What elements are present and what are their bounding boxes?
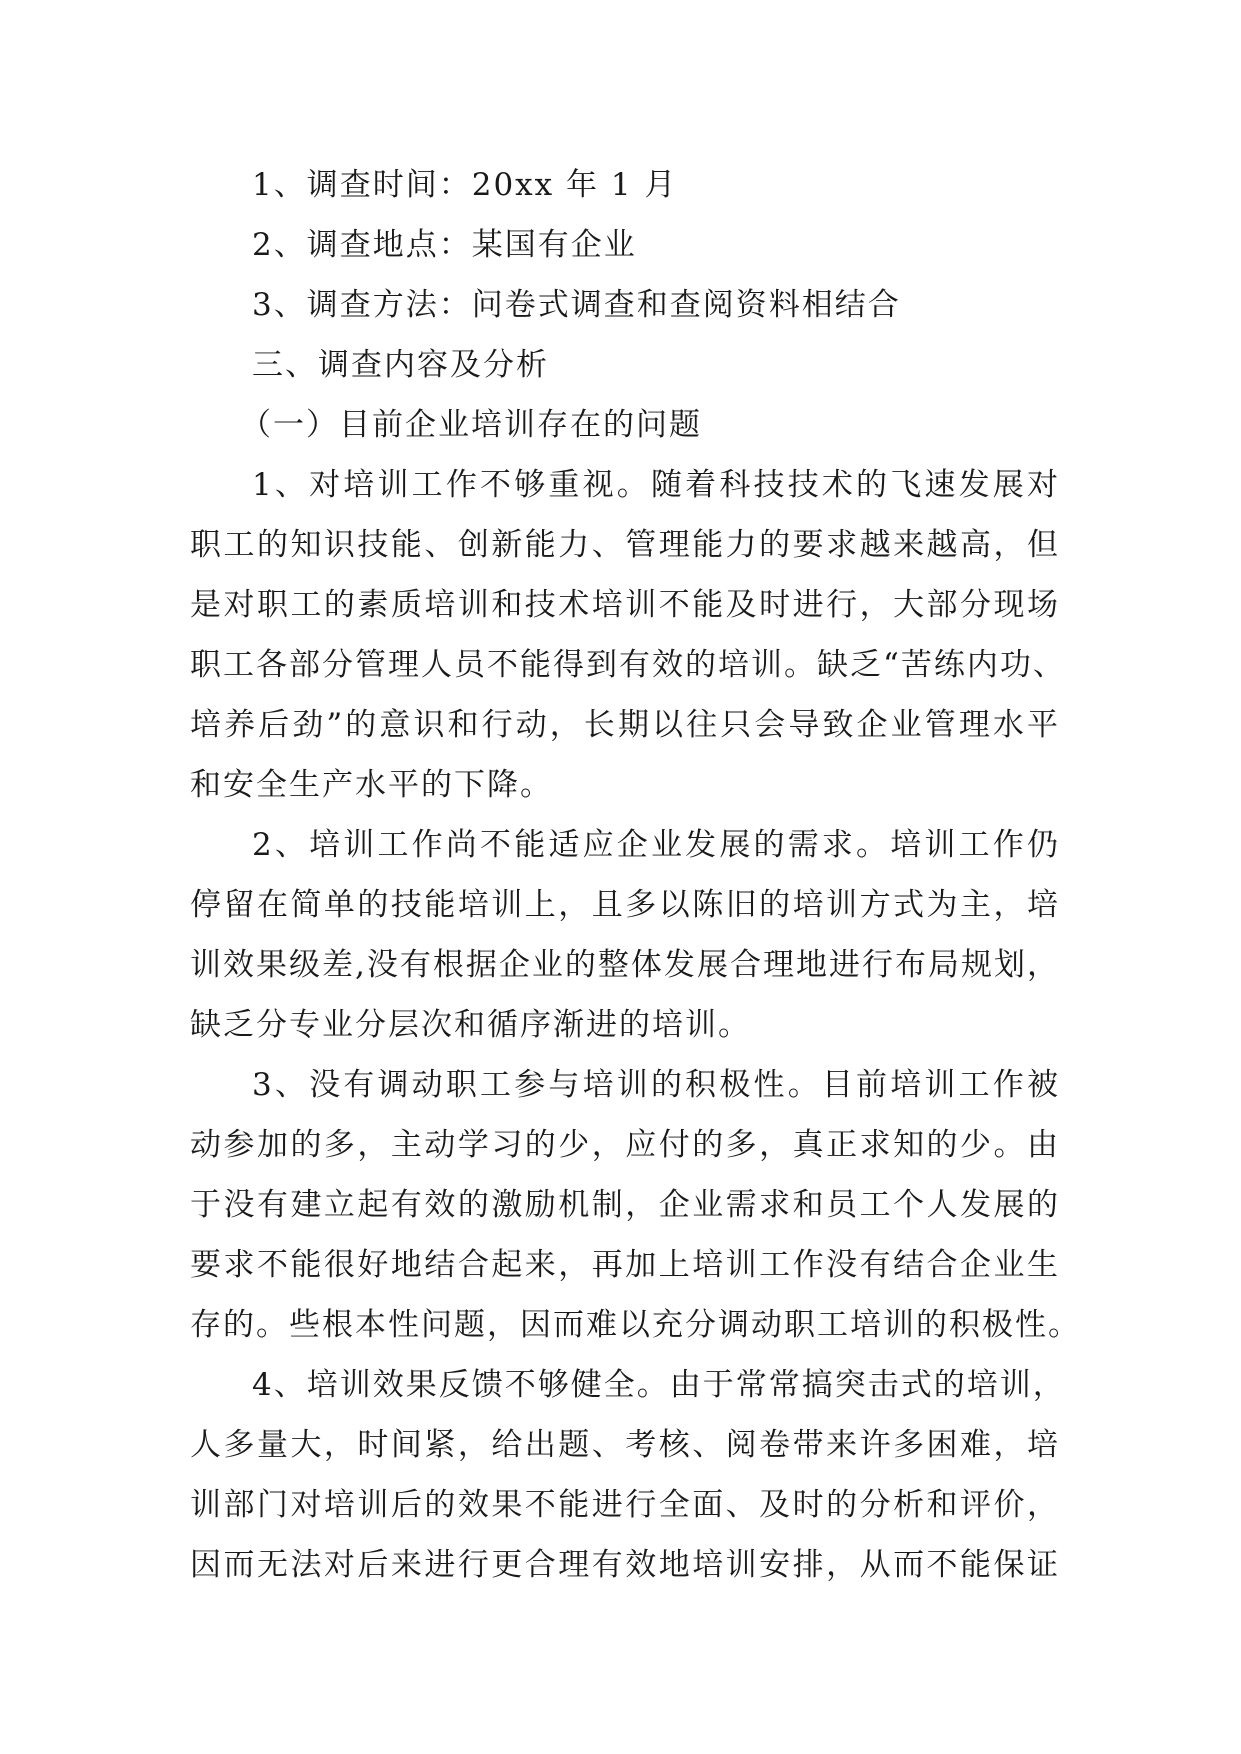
paragraph-line: 训部门对培训后的效果不能进行全面、及时的分析和评价， [190, 1487, 1060, 1523]
paragraph-1 [190, 455, 1066, 815]
paragraph-3 [190, 1055, 1081, 1355]
paragraph-line: 职工各部分管理人员不能得到有效的培训。缺乏“苦练内功、 [190, 647, 1066, 683]
paragraph-line: 4、培训效果反馈不够健全。由于常常搞突击式的培训， [252, 1367, 1066, 1403]
paragraph-line: 存的。些根本性问题，因而难以充分调动职工培训的积极性。 [190, 1307, 1081, 1343]
paragraph-line: 于没有建立起有效的激励机制，企业需求和员工个人发展的 [190, 1187, 1060, 1223]
paragraph-line: 训效果级差,没有根据企业的整体发展合理地进行布局规划， [190, 947, 1060, 983]
paragraph-line: 和安全生产水平的下降。 [190, 767, 553, 803]
subsection-heading: （一）目前企业培训存在的问题 [240, 407, 702, 443]
section-heading: 三、调查内容及分析 [252, 347, 549, 383]
paragraph-4 [190, 1355, 1066, 1595]
paragraph-line: 培养后劲”的意识和行动，长期以往只会导致企业管理水平 [190, 707, 1060, 743]
intro-item-time: 1、调查时间：20xx 年 1 月 [252, 167, 678, 203]
paragraph-line: 因而无法对后来进行更合理有效地培训安排，从而不能保证 [190, 1547, 1060, 1583]
paragraph-line: 要求不能很好地结合起来，再加上培训工作没有结合企业生 [190, 1247, 1060, 1283]
paragraph-2 [190, 815, 1060, 1055]
intro-item-method: 3、调查方法：问卷式调查和查阅资料相结合 [252, 287, 901, 323]
paragraph-line: 停留在简单的技能培训上，且多以陈旧的培训方式为主，培 [190, 887, 1060, 923]
paragraph-line: 2、培训工作尚不能适应企业发展的需求。培训工作仍 [252, 827, 1060, 863]
paragraph-line: 3、没有调动职工参与培训的积极性。目前培训工作被 [252, 1067, 1060, 1103]
document-body [190, 155, 1081, 1595]
intro-item-location: 2、调查地点：某国有企业 [252, 227, 637, 263]
paragraph-line: 是对职工的素质培训和技术培训不能及时进行，大部分现场 [190, 587, 1060, 623]
paragraph-line: 人多量大，时间紧，给出题、考核、阅卷带来许多困难，培 [190, 1427, 1060, 1463]
paragraph-line: 1、对培训工作不够重视。随着科技技术的飞速发展对 [252, 467, 1060, 503]
paragraph-line: 缺乏分专业分层次和循序渐进的培训。 [190, 1007, 751, 1043]
paragraph-line: 职工的知识技能、创新能力、管理能力的要求越来越高，但 [190, 527, 1060, 563]
paragraph-line: 动参加的多，主动学习的少，应付的多，真正求知的少。由 [190, 1127, 1060, 1163]
